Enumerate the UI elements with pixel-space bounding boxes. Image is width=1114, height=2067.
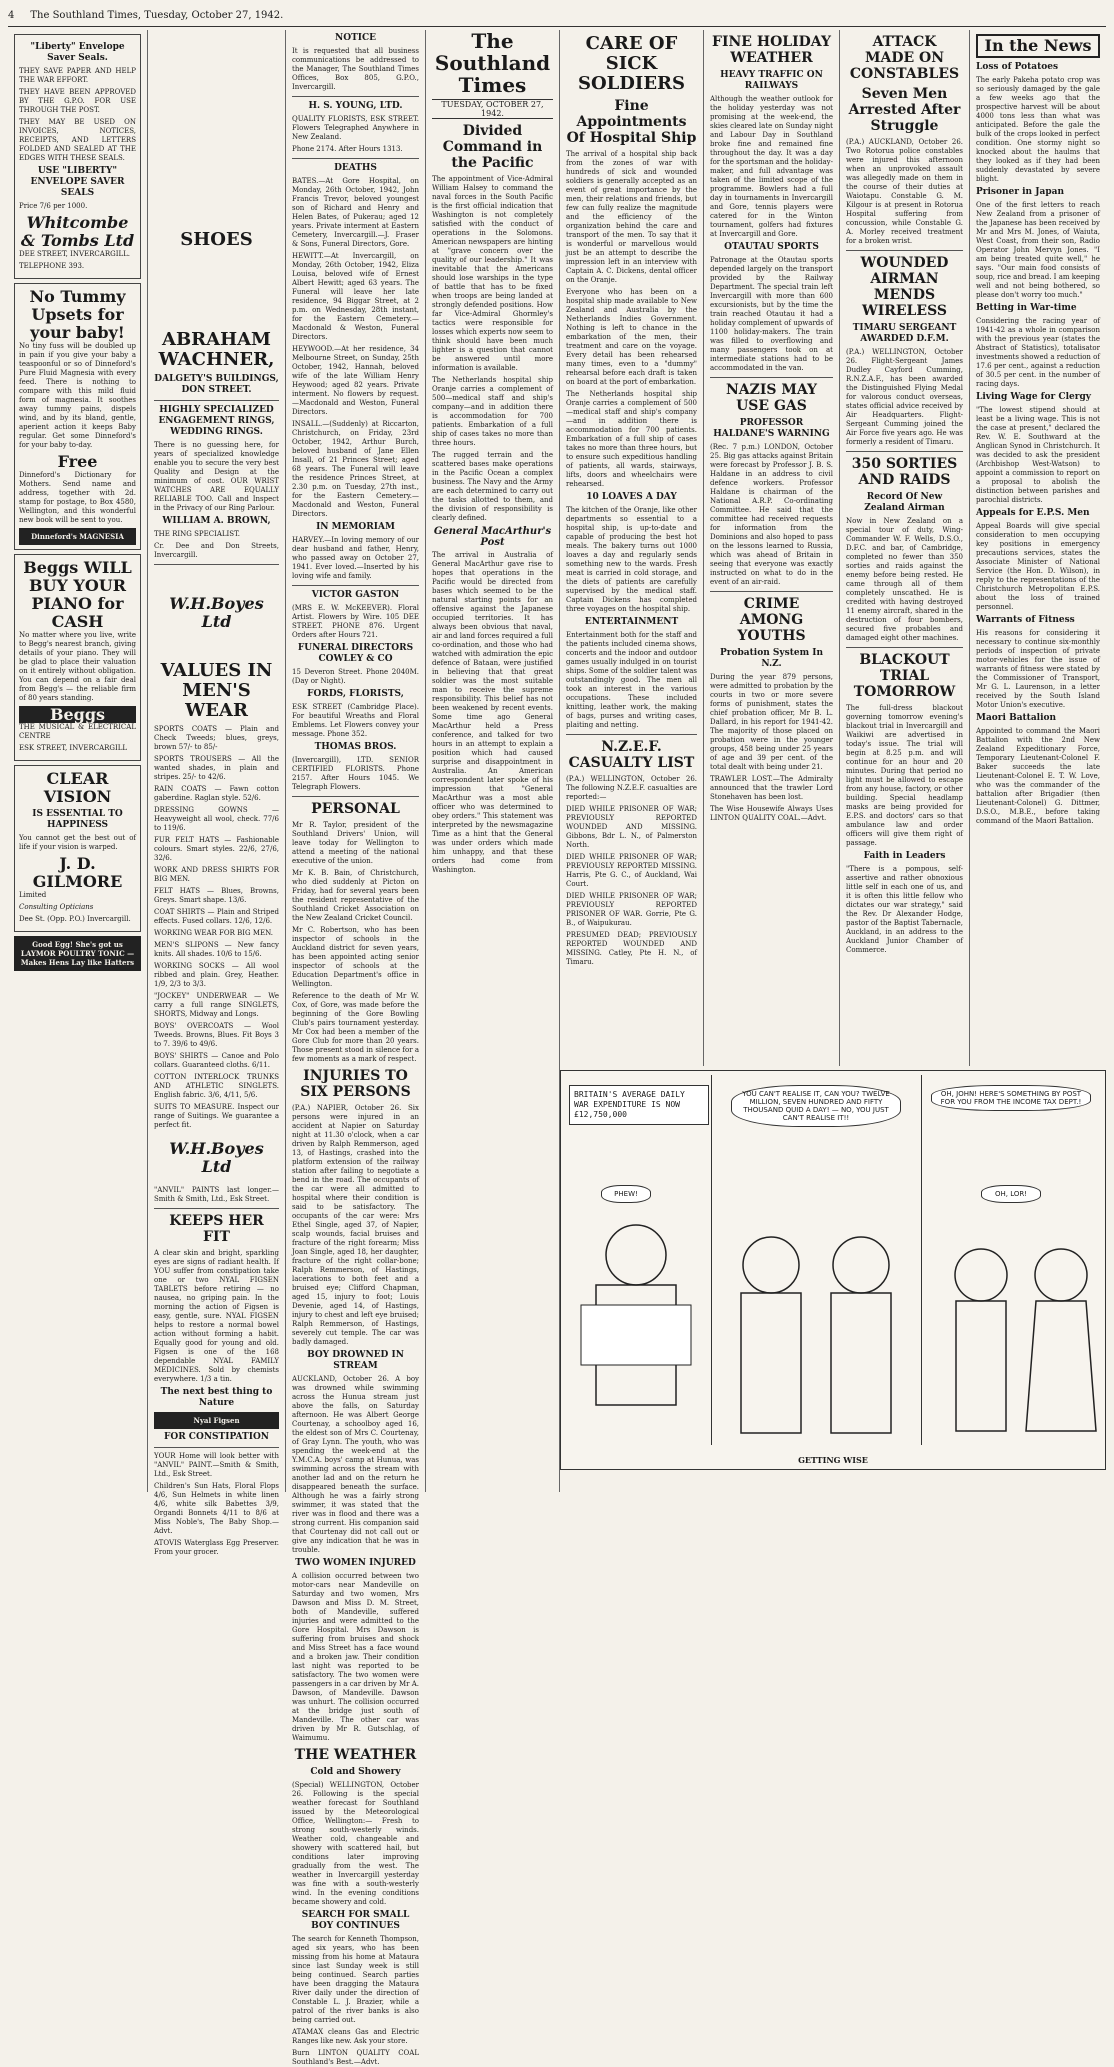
casualty-title: N.Z.E.F. CASUALTY LIST (568, 739, 695, 771)
casualty-item: DIED WHILE PRISONER OF WAR; PREVIOUSLY REPORTED MISSING. Harris, Pte G. C., of Auckland, Wai Court. (566, 853, 697, 888)
memoriam-text: HARVEY.—In loving memory of our dear husband and father, Henry, who passed away on October 27, 1941. Ever loved.—Inserted by his loving wife and family. (292, 536, 419, 580)
fords-name: FORDS, FLORISTS, (307, 689, 404, 699)
women-title: TWO WOMEN INJURED (295, 1558, 416, 1568)
atovis-ad: ATOVIS Waterglass Egg Preserver. From your grocer. (154, 1539, 279, 1556)
values-item: WORK AND DRESS SHIRTS FOR BIG MEN. (154, 866, 279, 883)
newspaper-headline: BRITAIN'S AVERAGE DAILY WAR EXPENDITURE IS NOW £12,750,000 (569, 1085, 709, 1125)
column-2 (148, 30, 286, 1556)
death-notice: INSALL.—(Suddenly) at Riccarton, Christchurch, on Friday, 23rd October, 1942, Arthur Burch, beloved husband of Jane Ellen Insall, of 21 Princes Street; aged 68 years. The Funeral will leave the residence Princes Street, at 2.30 p.m. on Tuesday, 27th inst., for the Eastern Cemetery.—Macdonald and Weston, Funeral Directors. (292, 420, 419, 518)
fine-title: FINE HOLIDAY WEATHER (712, 34, 831, 66)
notice-title: NOTICE (335, 33, 376, 43)
in-the-news-title: In the News (976, 34, 1100, 58)
your-home-ad: YOUR Home will look better with "ANVIL" PAINT.—Smith & Smith, Ltd., Esk Street. (154, 1452, 279, 1478)
death-notice: HEYWOOD.—At her residence, 34 Melbourne Street, on Sunday, 25th October, 1942, Hannah, beloved wife of the late William Henry Heywood; aged 82 years. Private interment. No flowers by request.—Macdonald and Weston, Funeral Directors. (292, 345, 419, 416)
otautau-text: Patronage at the Otautau sports depended largely on the transport provided by the Railway Department. The special train left Invercargill with more than 600 excursionists, but by the time the train reached Otautau it had a holiday complement of upwards of 1100 holiday-makers. The train was filled to overflowing and many passengers took on at intermediate stations had to be accommodated in the van. (710, 256, 833, 372)
casualty-item: DIED WHILE PRISONER OF WAR; PREVIOUSLY REPORTED PRISONER OF WAR. Gorrie, Pte G. B., of Waipukurau. (566, 892, 697, 927)
blackout-text: The full-dress blackout governing tomorrow evening's blackout trial in Invercargill and Waikiwi are advertised in today's issue. The trial will begin at 8.25 p.m. and will continue for an hour and 20 minutes. During that period no light must be allowed to escape from any house, factory, or other building. Special headlamp masks are being provided for E.P.S. and doctors' cars so that ambulance law and order officers will give them right of passage. (846, 704, 963, 847)
nyal-sub: FOR CONSTIPATION (163, 1432, 270, 1442)
envelope-title: "Liberty" Envelope Saver Seals. (30, 42, 125, 63)
keeps-text: A clear skin and bright, sparkling eyes are signs of radiant health. If YOU suffer from constipation take one or two NYAL FIGSEN TABLETS before retiring — no nausea, no griping pain. In the morning the action of Figsen is easy, gentle, sure. NYAL FIGSEN helps to restore a normal bowel action without forming a habit. Equally good for young and old. Figsen is one of the 168 dependable NYAL FAMILY MEDICINES. Sold by chemists everywhere. 1/3 a tin. (154, 1249, 279, 1383)
values-item: FELT HATS — Blues, Browns, Greys. Smart shape. 13/6. (154, 887, 279, 904)
values-item: COAT SHIRTS — Plain and Striped effects. Fused collars. 12/6, 12/6. (154, 908, 279, 925)
boyes-logo: W.H.Boyes Ltd (169, 594, 264, 631)
attack-sub: Seven Men Arrested After Struggle (848, 86, 961, 134)
gilmore-sub: Limited (19, 891, 47, 899)
beggs-title: Beggs WILL BUY YOUR PIANO for CASH (23, 558, 132, 631)
realise-bubble: YOU CAN'T REALISE IT, CAN YOU? TWELVE MILLION, SEVEN HUNDRED AND FIFTY THOUSAND QUID A DAY! — NO, YOU JUST CAN'T REALISE IT!! (731, 1085, 901, 1127)
cartoon-panel-2 (711, 1075, 922, 1445)
personal-item: Mr K. B. Bain, of Christchurch, who died suddenly at Picton on Friday, had for several years been the resident representative of the Southland Cricket Association on the New Zealand Cricket Council. (292, 869, 419, 922)
cartoon-caption: GETTING WISE (798, 1455, 868, 1465)
news-item-body: His reasons for considering it necessary to continue six-monthly periods of inspection of private motor-vehicles for the issue of warrants of fitness were stated by the Commissioner of Transport, Mr G. L. Laurenson, in a letter received by the South Island Motor Union's executive. (976, 629, 1100, 709)
atamax-ad: ATAMAX cleans Gas and Electric Ranges like new. Ask your store. (292, 2028, 419, 2045)
paper-date: TUESDAY, OCTOBER 27, 1942. (432, 99, 553, 119)
values-item: COTTON INTERLOCK TRUNKS AND ATHLETIC SINGLETS. English fabric. 3/6, 4/11, 5/6. (154, 1073, 279, 1099)
blackout-title: BLACKOUT TRIAL TOMORROW (853, 652, 956, 700)
care-paragraph: The arrival of a hospital ship back from the zones of war with hundreds of sick and wounded soldiers is generally accepted as an event of great importance by the men, their relations and friends, but few can fully realize the magnitude and the efficiency of the organization behind the care and transport of the men. To say that it is wonderful or marvellous would just be an attempt to describe the impression left in an interview with Captain A. C. Dickens, dental officer on the Oranje. (566, 150, 697, 284)
attack-text: (P.A.) AUCKLAND, October 26. Two Rotorua police constables were injured this afternoon when an unprovoked assault was allegedly made on them in the course of their duties at Waiotapu. Constable G. M. Kilgour is at present in Rotorua Hospital suffering from concussion, while Constable G. A. Morley received treatment for a broken wrist. (846, 138, 963, 245)
deaths-title: DEATHS (334, 163, 377, 173)
memoriam-title: IN MEMORIAM (316, 522, 395, 532)
weather-sub: Cold and Showery (310, 1767, 401, 1777)
values-list (154, 725, 279, 1130)
airman-sub: TIMARU SERGEANT AWARDED D.F.M. (852, 323, 957, 344)
injuries-text: (P.A.) NAPIER, October 26. Six persons were injured in an accident at Napier on Saturday night at 11.30 o'clock, when a car driven by Ralph Remmerson, aged 13, of Hastings, crashed into the platform extension of the railway station after failing to negotiate a bend in the road. The occupants of the car were all admitted to hospital where their condition is said to be satisfactory. The occupants of the car were: Mrs Ethel Single, aged 37, of Napier, scalp wounds, facial bruises and fracture of the right forearm; Miss Joan Single, aged 18, her daughter, fracture of the right collar-bone; Ralph Remmerson, of Hastings, lacerations to both feet and a bruised eye; Clifford Chapman, aged 15, injury to foot; Louis Devenie, aged 14, of Hastings, injury to chest and left eye bruised; Ralph Remmerson, of Hastings, severely cut temple. The car was badly damaged. (292, 1104, 419, 1346)
values-item: SUITS TO MEASURE. Inspect our range of Suitings. We guarantee a perfect fit. (154, 1103, 279, 1129)
linton-ad-2: The Wise Housewife Always Uses LINTON QUALITY COAL.—Advt. (710, 805, 833, 822)
beggs-ad (14, 554, 141, 761)
fine-sub: HEAVY TRAFFIC ON RAILWAYS (720, 70, 823, 91)
dinneford-logo: Dinneford's MAGNESIA (19, 528, 136, 545)
young-text: QUALITY FLORISTS, ESK STREET. Flowers Telegraphed Anywhere in New Zealand. (292, 115, 419, 141)
nazis-sub: PROFESSOR HALDANE'S WARNING (713, 418, 830, 439)
attack-title: ATTACK MADE ON CONSTABLES (849, 34, 960, 82)
macarthur-title: General MacArthur's Post (433, 526, 552, 548)
values-item: BOYS' SHIRTS — Canoe and Polo collars. Guaranteed cloths. 6/11. (154, 1052, 279, 1069)
abraham-wachner: ABRAHAM WACHNER, (158, 329, 275, 370)
fine-text: Although the weather outlook for the holiday yesterday was not promising at the week-end, the skies cleared late on Sunday night and Labour Day in Southland broke fine and remained fine throughout the day. It was a day for the sportsman and the holiday-maker, and full advantage was taken of the limited scope of the programme. Bowlers had a full day in tournaments in Invercargill and Gore, tennis players were catered for in the Winton tournament, golfers had fixtures at Invercargill and Gore. (710, 95, 833, 238)
gaston-text: (MRS E. W. McKEEVER). Floral Artist. Flowers by Wire. 105 DEE STREET. PHONE 876. Urgent Orders after Hours 721. (292, 604, 419, 639)
phew-bubble: PHEW! (601, 1185, 651, 1203)
column-4 (426, 30, 560, 1492)
whitcombe-logo: Whitcombe & Tombs Ltd (20, 213, 135, 250)
care-title: CARE OF SICK SOLDIERS (577, 33, 686, 94)
loaves-text: The kitchen of the Oranje, like other departments so essential to a hospital ship, is up-to-date and capable of producing the best hot meals. The bakery turns out 1000 loaves a day and regularly sends something new to the wards. Fresh meat is carried in cold storage, and the diets of patients are carefully supervised by the medical staff. Captain Dickens has completed three voyages on the hospital ship. (566, 506, 697, 613)
values-item: MEN'S SLIPONS — New fancy knits. All shades. 10/6 to 15/6. (154, 941, 279, 958)
values-item: WORKING WEAR FOR BIG MEN. (154, 929, 273, 937)
income-tax-bubble: OH, JOHN! HERE'S SOMETHING BY POST FOR YOU FROM THE INCOME TAX DEPT.! (931, 1085, 1091, 1111)
masthead-line: The Southland Times, Tuesday, October 27, 1942. (30, 9, 284, 21)
values-item: "JOCKEY" UNDERWEAR — We carry a full range SINGLETS, SHORTS, Midway and Longs. (154, 992, 279, 1018)
sorties-title: 350 SORTIES AND RAIDS (851, 456, 958, 488)
cowley-text: 15 Deveron Street. Phone 2040M. (Day or Night). (292, 668, 419, 685)
envelope-line: THEY SAVE PAPER AND HELP THE WAR EFFORT. (19, 67, 136, 84)
paper-name: The Southland Times (434, 29, 551, 97)
sorties-sub: Record Of New Zealand Airman (864, 492, 945, 513)
injuries-title: INJURIES TO SIX PERSONS (300, 1068, 411, 1100)
column-7 (840, 30, 970, 1066)
beggs-text: No matter where you live, write to Begg's nearest branch, giving details of your piano. They will be glad to place their valuation on it entirely without obligation. You can depend on a fair deal from Begg's — the reliable firm of 80 years standing. (19, 631, 136, 702)
values-item: DRESSING GOWNS — Heavyweight all wool, check. 77/6 to 119/6. (154, 806, 279, 832)
boyes-logo-2: W.H.Boyes Ltd (169, 1139, 264, 1176)
search-text: The search for Kenneth Thompson, aged six years, who has been missing from his home at Mataura since last Sunday week is still being continued. Search parties have been dragging the Mataura River daily under the direction of Constable L. J. Brazier, while a patrol of the river banks is also being carried out. (292, 1935, 419, 2024)
children-ad: Children's Sun Hats, Floral Flops 4/6, Sun Helmets in white linen 4/6, white silk Babettes 3/9, Organdi Bonnets 4/11 to 8/6 at Miss Noble's, The Baby Shop.—Advt. (154, 1482, 279, 1535)
gilmore-name: J. D. GILMORE (32, 854, 123, 891)
crime-sub: Probation System In N.Z. (720, 648, 823, 669)
loaves-title: 10 LOAVES A DAY (586, 492, 677, 502)
care-paragraph: Everyone who has been on a hospital ship made available to New Zealand and Australia by the Netherlands Indies Government. Nothing is left to chance in the embarkation of the men, their treatment and care on the voyage. Every detail has been rehearsed many times, even to a "dummy" rehearsal before each draft is taken on board at the port of embarkation. (566, 288, 697, 386)
news-item-title: Appeals for E.P.S. Men (976, 508, 1090, 518)
gilmore-ad (14, 765, 141, 932)
weather-text: (Special) WELLINGTON, October 26. Following is the special weather forecast for Southland issued by the Meteorological Office, Wellington:— Fresh to strong south-westerly winds. Weather cold, changeable and showery with scattered hail, but conditions later improving gradually from the west. The weather in Invercargill yesterday was fine with a south-westerly wind. In the evening conditions became showery and cold. (292, 1781, 419, 1906)
page-number: 4 (8, 9, 15, 21)
personal-item: Reference to the death of Mr W. Cox, of Gore, was made before the beginning of the Gore Bowling Club's pairs tournament yesterday. Mr Cox had been a member of the Gore Club for more than 20 years. Those present stood in silence for a few moments as a mark of respect. (292, 992, 419, 1063)
masthead (8, 4, 1106, 27)
lead-paragraph: The appointment of Vice-Admiral William Halsey to command the naval forces in the South Pacific is the first official indication that Washington is not completely satisfied with the conduct of operations in the Solomons. American newspapers are hinting at "grave concern over the quality of our leadership." It was inevitable that the Americans should lose warships in the type of battle that has to be fixed when troops are being landed at strongly defended positions. How far Vice-Admiral Ghormley's tactics were responsible for losses which experts now seem to think should have been much lighter is a question that cannot be answered until more information is available. (432, 175, 553, 372)
values-item: FUR FELT HATS — Fashionable colours. Smart styles. 22/6, 27/6, 32/6. (154, 836, 279, 862)
clear-sub: IS ESSENTIAL TO HAPPINESS (32, 809, 123, 830)
entertainment-text: Entertainment both for the staff and the patients included cinema shows, concerts and the indoor and outdoor games usually indulged in on tourist ships. Some of the soldier talent was outstandingly good. The men all took an interest in the various occupations. These included knitting, leather work, the making of bags, purses and writing cases, plaiting and netting. (566, 631, 697, 729)
column-1 (8, 30, 148, 1492)
news-item-title: Warrants of Fitness (976, 615, 1075, 625)
macarthur-text: The arrival in Australia of General MacArthur gave rise to hopes that operations in the Pacific would be directed from bases which seemed to be the natural starting points for an offensive against the Japanese occupied territories. It has always been obvious that naval, air and land forces required a full co-ordination, and those who had watched with admiration the epic defence of Bataan, were justified in believing that that great soldier was the most suitable man to receive the supreme responsibility. This belief has not been weakened by recent events. Some time ago General MacArthur held a Press conference, and talked for two hours in an attempt to explain a position which had caused surprise and disappointment in Australia. An American correspondent later spoke of his impression that "General MacArthur was a most able officer who was determined to obey orders." This statement was interpreted by the newsmagazine Time as a hint that the General was under orders which made him unhappy, and that these orders had come from Washington. (432, 551, 553, 874)
lead-title: Divided Command in the Pacific (442, 123, 543, 171)
news-item-title: Betting in War-time (976, 303, 1077, 313)
news-item-body: Appointed to command the Maori Battalion with the 2nd New Zealand Expeditionary Force, Temporary Lieutenant-Colonel F. Baker succeeds the late Lieutenant-Colonel E. T. W. Love, who was the commander of the battalion after Brigadier (then Lieutenant-Colonel) G. Dittmer, D.S.O., M.B.E., before taking command of the Maori Battalion. (976, 727, 1100, 825)
column-8 (970, 30, 1106, 1066)
entertainment-title: ENTERTAINMENT (584, 617, 679, 627)
column-3 (286, 30, 426, 2066)
values-item: RAIN COATS — Fawn cotton gaberdine. Raglan style. 52/6. (154, 785, 279, 802)
news-item-body: "The lowest stipend should at least be a living wage. This is not the case at present," declared the Rev. W. E. Southward at the Anglican Synod in Christchurch. It was decided to ask the president (Archbishop West-Watson) to appoint a commission to report on a proposal to abolish the distinction between parishes and parochial districts. (976, 406, 1100, 504)
search-title: SEARCH FOR SMALL BOY CONTINUES (301, 1910, 410, 1931)
whitcombe-address: DEE STREET, INVERCARGILL. (19, 250, 130, 258)
thomas-name: THOMAS BROS. (314, 742, 397, 752)
crime-title: CRIME AMONG YOUTHS (737, 596, 806, 644)
keeps-sub: The next best thing to Nature (160, 1387, 273, 1408)
man-reading-drawing (561, 1075, 711, 1445)
envelope-line: THEY HAVE BEEN APPROVED BY THE G.P.O. FOR USE THROUGH THE POST. (19, 88, 136, 114)
gaston-name: VICTOR GASTON (311, 590, 400, 600)
whitcombe-telephone: TELEPHONE 393. (19, 262, 85, 270)
casualty-item: PRESUMED DEAD; PREVIOUSLY REPORTED WOUNDED AND MISSING. Catley, Pte H. N., of Timaru. (566, 931, 697, 966)
tummy-title: No Tummy Upsets for your baby! (29, 287, 126, 342)
lead-paragraph: The rugged terrain and the scattered bases make operations in the Pacific Ocean a complex business. The Navy and the Army are each determined to carry out the tasks allotted to them, and the division of responsibility is clearly defined. (432, 451, 553, 522)
weather-title: THE WEATHER (294, 1747, 417, 1763)
casualty-item: (P.A.) WELLINGTON, October 26. The following N.Z.E.F. casualties are reported:— (566, 775, 697, 801)
values-item: BOYS' OVERCOATS — Wool Tweeds. Browns, Blues. Fit Boys 3 to 7. 39/6 to 49/6. (154, 1022, 279, 1048)
faith-text: "There is a pompous, self-assertive and rather obnoxious little self in each one of us, and it is often this little fellow who dictates our war strategy," said the Rev. Dr Alexander Hodge, pastor of the Baptist Tabernacle, Auckland, in an address to the Auckland Junior Chamber of Commerce. (846, 865, 963, 954)
news-item-body: Appeal Boards will give special consideration to men occupying key positions in emergency precautions services, states the Associate Minister of National Service (the Hon. D. Wilson), in reply to the representations of the Christchurch Metropolitan E.P.S. about the loss of trained personnel. (976, 522, 1100, 611)
dinneford-ad (14, 283, 141, 550)
oh-lor-bubble: OH, LOR! (981, 1185, 1041, 1203)
rings-text: There is no guessing here, for years of specialized knowledge enable you to secure the very best Quality and Design at the minimum of cost. OUR WRIST WATCHES ARE EQUALLY RELIABLE TOO. Call and Inspect in the Privacy of our Ring Parlour. (154, 441, 279, 512)
brown-address: Cr. Dee and Don Streets, Invercargill. (154, 542, 279, 559)
beggs-address: ESK STREET, INVERCARGILL (19, 744, 128, 752)
nazis-title: NAZIS MAY USE GAS (725, 382, 818, 414)
cartoon-panel-3 (921, 1075, 1105, 1445)
shoes-heading: SHOES (180, 229, 253, 250)
anvil-ad: "ANVIL" PAINTS last longer.—Smith & Smith, Ltd., Esk Street. (154, 1186, 279, 1203)
rings-title: HIGHLY SPECIALIZED ENGAGEMENT RINGS, WEDDING RINGS. (158, 405, 275, 437)
keeps-title: KEEPS HER FIT (169, 1213, 264, 1245)
news-item-body: Considering the racing year of 1941-42 as a whole in comparison with the previous year (states the Abstract of Statistics), totalisator investments showed a reduction of 17.6 per cent., against a reduction of 30.5 per cent. in the number of racing days. (976, 317, 1100, 388)
clear-text: You cannot get the best out of life if your vision is warped. (19, 834, 136, 851)
otautau-title: OTAUTAU SPORTS (724, 242, 819, 252)
values-item: SPORTS COATS — Plain and Check Tweeds; blues, greys, brown 57/- to 85/- (154, 725, 279, 751)
boy-title: BOY DROWNED IN STREAM (307, 1350, 404, 1371)
women-text: A collision occurred between two motor-cars near Mandeville on Saturday and two women, Mrs Dawson and Miss D. M. Street, both of Mandeville, suffered injuries and were admitted to the Gore Hospital. Mrs Dawson is suffering from bruises and shock and Miss Street has a face wound and a broken jaw. Their condition last night was reported to be satisfactory. The two women were passengers in a car driven by Mr A. Dawson, of Mandeville. Dawson was unhurt. The collision occurred at the bridge just south of Mandeville. The other car was driven by Mr R. Gutschlag, of Waimumu. (292, 1572, 419, 1742)
personal-title: PERSONAL (311, 801, 400, 817)
fords-text: ESK STREET (Cambridge Place). For beautiful Wreaths and Floral Emblems. Let Flowers convey your message. Phone 352. (292, 703, 419, 738)
thomas-text: (Invercargill), LTD. SENIOR CERTIFIED FLORISTS. Phone 2157. After Hours 1045. We Telegraph Flowers. (292, 756, 419, 791)
airman-text: (P.A.) WELLINGTON, October 26. Flight-Sergeant James Dudley Cayford Cumming, R.N.Z.A.F., has been awarded the Distinguished Flying Medal for valorous conduct overseas, states official advice received by Air Headquarters. Flight-Sergeant Cumming joined the Air Force five years ago. He was formerly a resident of Timaru. (846, 348, 963, 446)
envelope-line: USE "LIBERTY" ENVELOPE SAVER SEALS (30, 166, 125, 198)
envelope-line: THEY MAY BE USED ON INVOICES, NOTICES, RECEIPTS, AND LETTERS FOLDED AND SEALED AT THE EDGES WITH THESE SEALS. (19, 118, 136, 162)
column-6 (704, 30, 840, 1066)
envelope-price: Price 7/6 per 1000. (19, 202, 88, 210)
casualty-item: DIED WHILE PRISONER OF WAR; PREVIOUSLY REPORTED WOUNDED AND MISSING. Gibbons, Bdr L. N., of Palmerston North. (566, 805, 697, 849)
trawler-text: TRAWLER LOST.—The Admiralty announced that the trawler Lord Stonehaven has been lost. (710, 775, 833, 801)
personal-item: Mr R. Taylor, president of the Southland Drivers' Union, will leave today for Wellington to attend a meeting of the national executive of the union. (292, 821, 419, 865)
news-items (976, 62, 1100, 826)
death-notice: HEWITT.—At Invercargill, on Monday, 26th October, 1942, Eliza Louisa, beloved wife of Ernest Albert Hewitt; aged 63 years. The Funeral will leave her late residence, 94 Biggar Street, at 2 p.m. on Wednesday, 28th instant, for the Eastern Cemetery.—Macdonald & Weston, Funeral Directors. (292, 252, 419, 341)
brown-sub: THE RING SPECIALIST. (154, 530, 240, 538)
clear-title: CLEAR VISION (43, 769, 112, 806)
care-sub: Fine Appointments Of Hospital Ship (566, 98, 697, 146)
faith-title: Faith in Leaders (863, 851, 946, 861)
crime-text: During the year 879 persons, were admitted to probation by the courts in two or more severe forms of punishment, states the chief probation officer, Mr B. L. Dallard, in his report for 1941-42. The majority of those placed on probation were in the younger groups, 458 being under 25 years of age and 39 per cent. of the total dealt with being under 21. (710, 673, 833, 771)
boy-text: AUCKLAND, October 26. A boy was drowned while swimming across the Hunua stream just above the falls, on Saturday afternoon. He was Albert George Courtenay, a schoolboy aged 16, the eldest son of Mrs C. Courtenay, of Gray Lynn. The youth, who was spending the week-end at the Y.M.C.A. boys' camp at Hunua, was swimming across the stream with another lad and on the return he disappeared beneath the surface. Although he was a fairly strong swimmer, it was stated that the river was in flood and there was a strong current. His companion said that Courtenay did not call out or give any indication that he was in trouble. (292, 1375, 419, 1554)
nyal-logo: Nyal Figsen (154, 1412, 279, 1429)
news-item-title: Prisoner in Japan (976, 187, 1064, 197)
laymor-ad: Good Egg! She's got us LAYMOR POULTRY TONIC — Makes Hens Lay like Hatters (14, 936, 141, 971)
personal-item: Mr C. Robertson, who has been inspector of schools in the Auckland district for seven years, has been appointed acting senior inspector of schools at the Education Department's office in Wellington. (292, 926, 419, 988)
free-text: Dinneford's Dictionary for Mothers. Send name and address, together with 2d. stamp for postage, to Box 4580, Wellington, and this wonderful new book will be sent to you. (19, 471, 136, 524)
brown-name: WILLIAM A. BROWN, (162, 516, 271, 526)
envelope-ad (14, 34, 141, 279)
cartoon (560, 1070, 1106, 1470)
cartoon-panel-1 (561, 1075, 712, 1445)
linton-ad: Burn LINTON QUALITY COAL Southland's Best.—Advt. (292, 2049, 419, 2066)
men-talking-drawing (711, 1075, 921, 1445)
gilmore-role: Consulting Opticians (19, 903, 94, 911)
news-item-title: Living Wage for Clergy (976, 392, 1091, 402)
notice-text: It is requested that all business communications be addressed to the Manager, The Southland Times Offices, Box 805, G.P.O., Invercargill. (292, 47, 419, 91)
death-notice: BATES.—At Gore Hospital, on Monday, 26th October, 1942, John Francis Trevor, beloved youngest son of Richard and Henry and Helen Bates, of Pukerau; aged 12 years. Private interment at Eastern Cemetery, Invercargill.—J. Fraser & Sons, Funeral Directors, Gore. (292, 177, 419, 248)
news-item-title: Loss of Potatoes (976, 62, 1059, 72)
free-title: Free (57, 452, 98, 471)
values-title: VALUES IN MEN'S WEAR (160, 660, 273, 721)
news-item-title: Maori Battalion (976, 713, 1057, 723)
news-item-body: One of the first letters to reach New Zealand from a prisoner of the Japanese has been received by Mr and Mrs M. Jones, of Waiuta, West Coast, from their son, Radio Operator John Mervyn Jones. "I am being treated quite well," he says. "Our main food consists of soup, rice and bread. I am keeping well and not being bothered, so please don't worry too much." (976, 201, 1100, 299)
values-item: WORKING SOCKS — All wool ribbed and plain. Grey, Heather. 1/9, 2/3 to 3/3. (154, 962, 279, 988)
beggs-logo: Beggs (19, 706, 136, 723)
lead-paragraph: The Netherlands hospital ship Oranje carries a complement of 500—medical staff and ship's company—and in addition there is accommodation for 700 patients. Embarkation of a full ship of cases takes no more than three hours. (432, 376, 553, 447)
dalgety-address: DALGETY'S BUILDINGS, DON STREET. (154, 374, 279, 395)
column-5 (560, 30, 704, 1066)
sorties-text: Now in New Zealand on a special tour of duty, Wing-Commander W. F. Wells, D.S.O., D.F.C. and bar, of Cambridge, completed no fewer than 350 sorties and raids against the enemy before being rested. He came through all of them completely unscathed. He is credited with having destroyed 11 enemy aircraft, shared in the destruction of four bombers, secured five probables and damaged eight other machines. (846, 517, 963, 642)
values-item: SPORTS TROUSERS — All the wanted shades, in plain and stripes. 25/- to 42/6. (154, 755, 279, 781)
young-phone: Phone 2174. After Hours 1313. (292, 145, 403, 153)
nazis-text: (Rec. 7 p.m.) LONDON, October 25. Big gas attacks against Britain were forecast by Professor J. B. S. Haldane in an address to civil defence workers. Professor Haldane is chairman of the National A.R.P. Co-ordinating Committee. He said that the committee had received requests for information from the Dominions and also hoped to pass on the lessons learned to Russia, which was ahead of Britain in seeing that everyone was exactly instructed on what to do in the event of an air-raid. (710, 443, 833, 586)
cowley-name: FUNERAL DIRECTORS COWLEY & CO (297, 643, 414, 664)
gilmore-address: Dee St. (Opp. P.O.) Invercargill. (19, 915, 131, 923)
couple-drawing (921, 1075, 1105, 1445)
young-name: H. S. YOUNG, LTD. (308, 101, 403, 111)
news-item-body: The early Pakeha potato crop was so seriously damaged by the gale a few weeks ago that the prospective harvest will be about 4000 tons less than what was anticipated. Before the gale the bulk of the crops looked in perfect condition. One stormy night so knocked about the haulms that they looked as if they had been suddenly devastated by severe blight. (976, 76, 1100, 183)
beggs-sub: THE MUSICAL & ELECTRICAL CENTRE (19, 723, 136, 740)
airman-title: WOUNDED AIRMAN MENDS WIRELESS (860, 255, 949, 319)
tummy-text: No tiny fuss will be doubled up in pain if you give your baby a teaspoonful or so of Dinneford's Pure Fluid Magnesia with every feed. There is nothing to compare with this mild fluid form of magnesia. It soothes away tummy pains, dispels wind, and by its bland, gentle, aperient action it keeps Baby regular. Get some Dinneford's for your baby to-day. (19, 342, 136, 449)
care-paragraph: The Netherlands hospital ship Oranje carries a complement of 500—medical staff and ship's company—and in addition there is accommodation for 700 patients. Embarkation of a full ship of cases takes no more than three hours, but to ensure such expeditious handling of patients, all wards, stairways, lifts, doors and wheelchairs were rehearsed. (566, 390, 697, 488)
